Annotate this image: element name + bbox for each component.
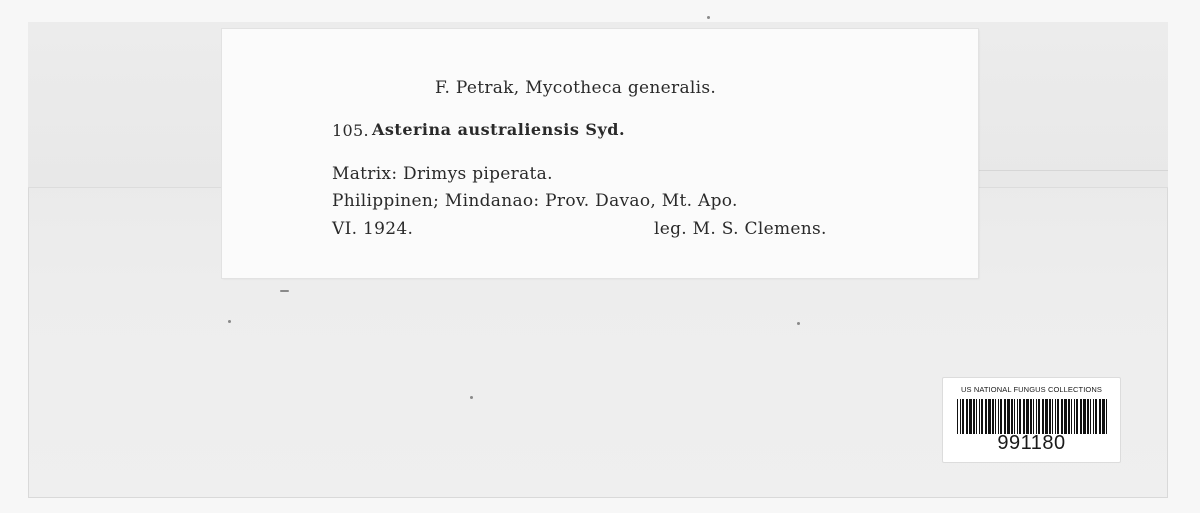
barcode-bar bbox=[1099, 399, 1101, 434]
barcode-bar bbox=[1106, 399, 1107, 434]
barcode-bar bbox=[966, 399, 968, 434]
speck bbox=[280, 290, 289, 292]
barcode-bar bbox=[1057, 399, 1059, 434]
barcode-bar bbox=[1007, 399, 1010, 434]
envelope-fold-line bbox=[978, 170, 1168, 191]
locality-line: Philippinen; Mindanao: Prov. Davao, Mt. Apo. bbox=[332, 191, 738, 211]
barcode-bar bbox=[992, 399, 994, 434]
barcode-bar bbox=[1011, 399, 1013, 434]
collector-line: leg. M. S. Clemens. bbox=[654, 219, 827, 239]
barcode-label bbox=[942, 377, 1121, 463]
barcode-bar bbox=[957, 399, 958, 434]
barcode-bar bbox=[1017, 399, 1018, 434]
barcode-bar bbox=[1036, 399, 1037, 434]
barcode-bar bbox=[973, 399, 975, 434]
barcode-bar bbox=[1045, 399, 1048, 434]
barcode-bar bbox=[979, 399, 980, 434]
barcode-bar bbox=[1090, 399, 1091, 434]
barcode-bar bbox=[1080, 399, 1082, 434]
speck bbox=[228, 320, 231, 323]
barcode-bar bbox=[998, 399, 999, 434]
barcode-bar bbox=[962, 399, 964, 434]
barcode-bar bbox=[1068, 399, 1070, 434]
specimen-number: 105. bbox=[332, 121, 369, 140]
barcode-bar bbox=[1038, 399, 1040, 434]
barcode-bar bbox=[1026, 399, 1029, 434]
barcode-bar bbox=[1033, 399, 1034, 434]
barcode-bar bbox=[1095, 399, 1097, 434]
barcode-bar bbox=[1019, 399, 1021, 434]
barcode-bar bbox=[1083, 399, 1086, 434]
speck bbox=[707, 16, 710, 19]
specimen-label bbox=[222, 29, 978, 278]
barcode-icon bbox=[957, 399, 1107, 434]
matrix-line: Matrix: Drimys piperata. bbox=[332, 164, 553, 184]
collection-date: VI. 1924. bbox=[332, 219, 414, 239]
barcode-bar bbox=[988, 399, 991, 434]
barcode-bar bbox=[1061, 399, 1063, 434]
barcode-bar bbox=[1102, 399, 1105, 434]
label-header: F. Petrak, Mycotheca generalis. bbox=[435, 78, 717, 98]
barcode-bar bbox=[1071, 399, 1072, 434]
barcode-bar bbox=[995, 399, 996, 434]
barcode-bar bbox=[981, 399, 983, 434]
barcode-bar bbox=[960, 399, 961, 434]
barcode-bar bbox=[985, 399, 987, 434]
barcode-caption: US NATIONAL FUNGUS COLLECTIONS bbox=[961, 385, 1102, 394]
barcode-bar bbox=[1023, 399, 1025, 434]
barcode-bar bbox=[1049, 399, 1051, 434]
barcode-bar bbox=[1042, 399, 1044, 434]
speck bbox=[797, 322, 800, 325]
barcode-bar bbox=[1055, 399, 1056, 434]
barcode-bar bbox=[1093, 399, 1094, 434]
barcode-bar bbox=[1087, 399, 1089, 434]
speck bbox=[470, 396, 473, 399]
barcode-bar bbox=[1076, 399, 1078, 434]
barcode-bar bbox=[1064, 399, 1067, 434]
barcode-bar bbox=[1052, 399, 1053, 434]
barcode-bar bbox=[976, 399, 977, 434]
barcode-bar bbox=[1030, 399, 1032, 434]
species-name: Asterina australiensis Syd. bbox=[372, 120, 626, 139]
barcode-bar bbox=[969, 399, 972, 434]
barcode-number: 991180 bbox=[997, 432, 1066, 454]
barcode-bar bbox=[1014, 399, 1015, 434]
barcode-bar bbox=[1000, 399, 1002, 434]
barcode-bar bbox=[1074, 399, 1075, 434]
barcode-bar bbox=[1004, 399, 1006, 434]
